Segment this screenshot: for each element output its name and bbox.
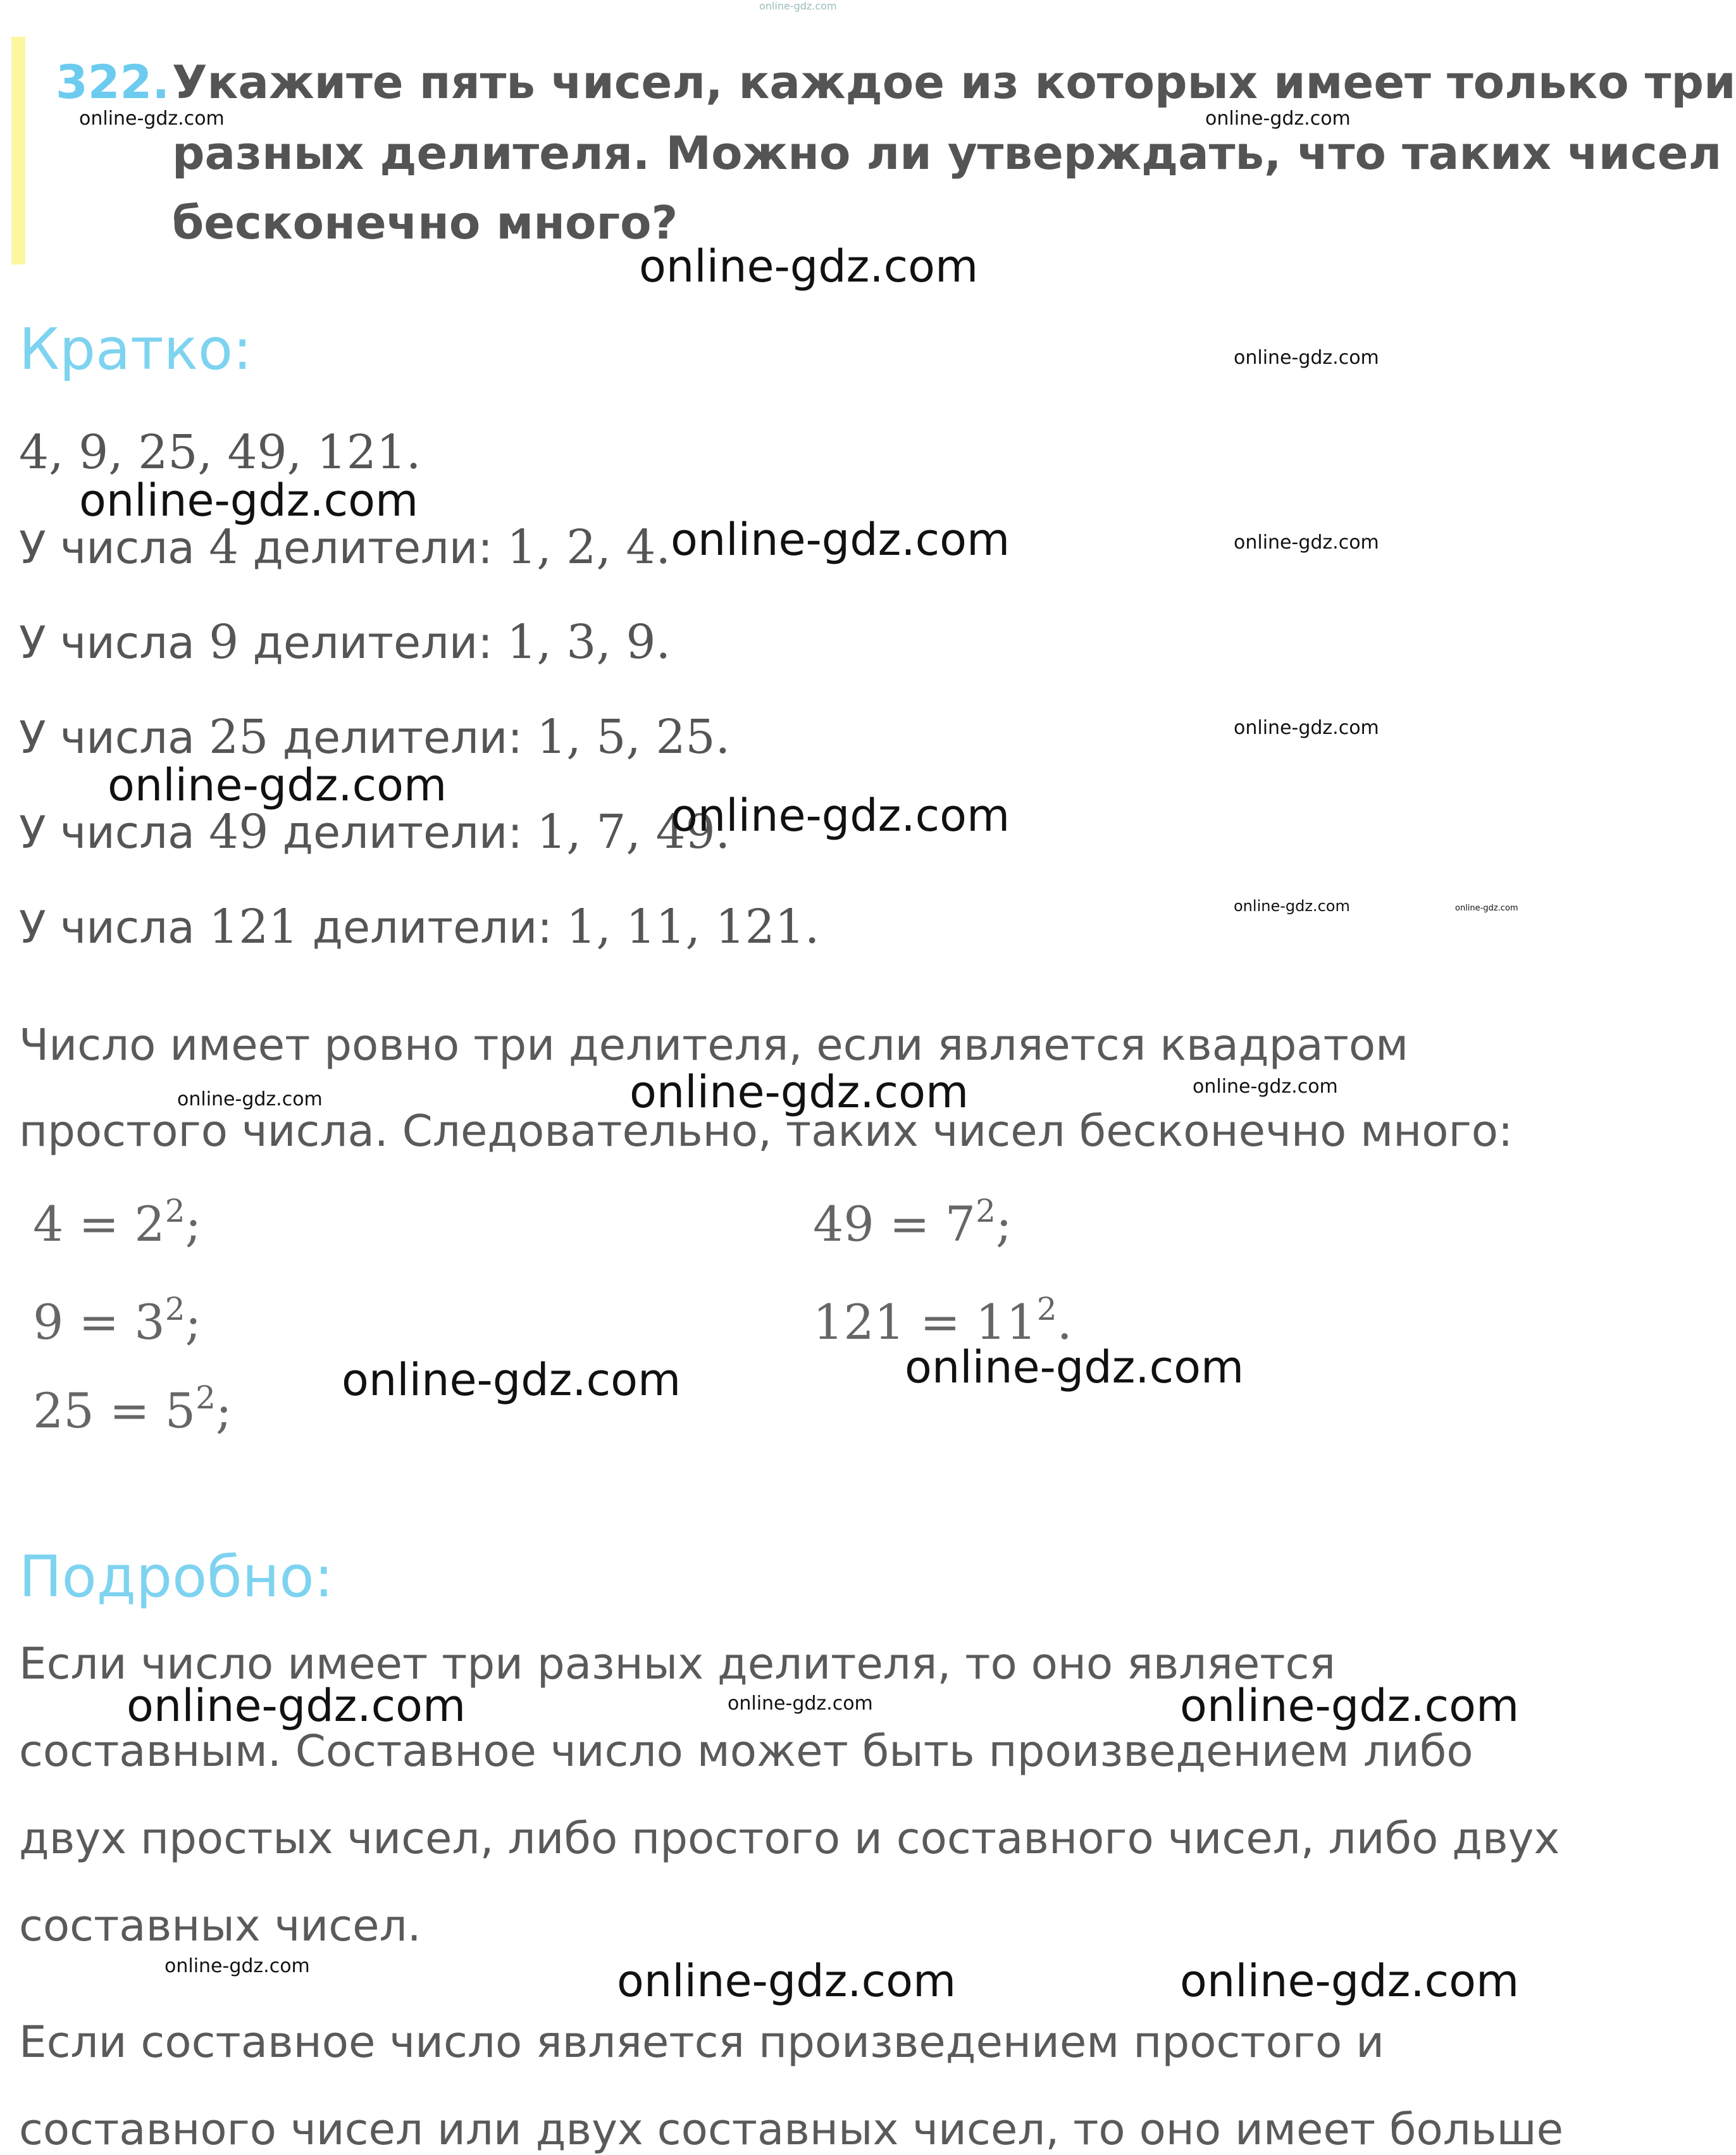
watermark: online-gdz.com bbox=[79, 475, 419, 526]
question-number: 322. bbox=[56, 56, 170, 109]
watermark: online-gdz.com bbox=[671, 514, 1010, 566]
question-highlight-bar bbox=[11, 37, 25, 264]
detailed-line-2: составным. Составное число может быть произведением либо bbox=[19, 1726, 1473, 1777]
equation-49: $49 = 7^2$; bbox=[813, 1193, 1012, 1252]
equation-9: $9 = 3^2$; bbox=[33, 1291, 202, 1350]
watermark: online-gdz.com bbox=[639, 240, 979, 292]
detailed-heading: Подробно: bbox=[19, 1544, 333, 1610]
watermark: online-gdz.com bbox=[759, 0, 837, 12]
detailed-line-4: составных чисел. bbox=[19, 1901, 421, 1951]
watermark: online-gdz.com bbox=[177, 1088, 323, 1110]
equation-25: $25 = 5^2$; bbox=[33, 1379, 232, 1439]
question-line-3: бесконечно много? bbox=[172, 196, 678, 249]
divisor-line-9: У числа 9 делители: 1, 3, 9. bbox=[19, 615, 671, 669]
watermark: online-gdz.com bbox=[1180, 1680, 1520, 1732]
divisor-line-4: У числа 4 делители: 1, 2, 4. bbox=[19, 520, 671, 574]
divisor-line-25: У числа 25 делители: 1, 5, 25. bbox=[19, 710, 731, 764]
watermark: online-gdz.com bbox=[629, 1066, 969, 1118]
numbers-line: 4, 9, 25, 49, 121. bbox=[19, 425, 421, 480]
detailed-line-3: двух простых чисел, либо простого и составного чисел, либо двух bbox=[19, 1813, 1560, 1864]
detailed-line-5: Если составное число является произведением простого и bbox=[19, 2017, 1385, 2068]
watermark: online-gdz.com bbox=[1234, 717, 1379, 739]
watermark: online-gdz.com bbox=[1193, 1076, 1338, 1098]
watermark: online-gdz.com bbox=[108, 759, 447, 811]
watermark: online-gdz.com bbox=[1234, 531, 1379, 554]
watermark: online-gdz.com bbox=[79, 108, 225, 130]
question-line-1: Укажите пять чисел, каждое из которых имеет только три bbox=[172, 56, 1736, 109]
equation-4: $4 = 2^2$; bbox=[33, 1193, 202, 1252]
watermark: online-gdz.com bbox=[342, 1354, 681, 1406]
detailed-line-6: составного чисел или двух составных чисел, то оно имеет больше bbox=[19, 2104, 1564, 2155]
conclusion-line-1: Число имеет ровно три делителя, если является квадратом bbox=[19, 1020, 1409, 1071]
divisor-line-121: У числа 121 делители: 1, 11, 121. bbox=[19, 900, 820, 954]
watermark: online-gdz.com bbox=[1455, 904, 1518, 913]
watermark: online-gdz.com bbox=[1234, 347, 1379, 369]
watermark: online-gdz.com bbox=[671, 790, 1010, 842]
brief-heading: Кратко: bbox=[19, 316, 252, 383]
watermark: online-gdz.com bbox=[728, 1692, 873, 1715]
watermark: online-gdz.com bbox=[905, 1341, 1244, 1393]
watermark: online-gdz.com bbox=[617, 1955, 957, 2007]
watermark: online-gdz.com bbox=[127, 1680, 466, 1732]
question-line-2: разных делителя. Можно ли утверждать, что таких чисел bbox=[172, 127, 1722, 180]
watermark: online-gdz.com bbox=[1180, 1955, 1520, 2007]
watermark: online-gdz.com bbox=[1234, 897, 1350, 915]
detailed-line-1: Если число имеет три разных делителя, то оно является bbox=[19, 1639, 1336, 1689]
conclusion-line-2: простого числа. Следовательно, таких чисел бесконечно много: bbox=[19, 1106, 1513, 1157]
watermark: online-gdz.com bbox=[1205, 108, 1351, 130]
divisor-line-49: У числа 49 делители: 1, 7, 49. bbox=[19, 805, 731, 859]
equation-121: $121 = 11^2$. bbox=[813, 1291, 1072, 1350]
watermark: online-gdz.com bbox=[164, 1955, 310, 1977]
